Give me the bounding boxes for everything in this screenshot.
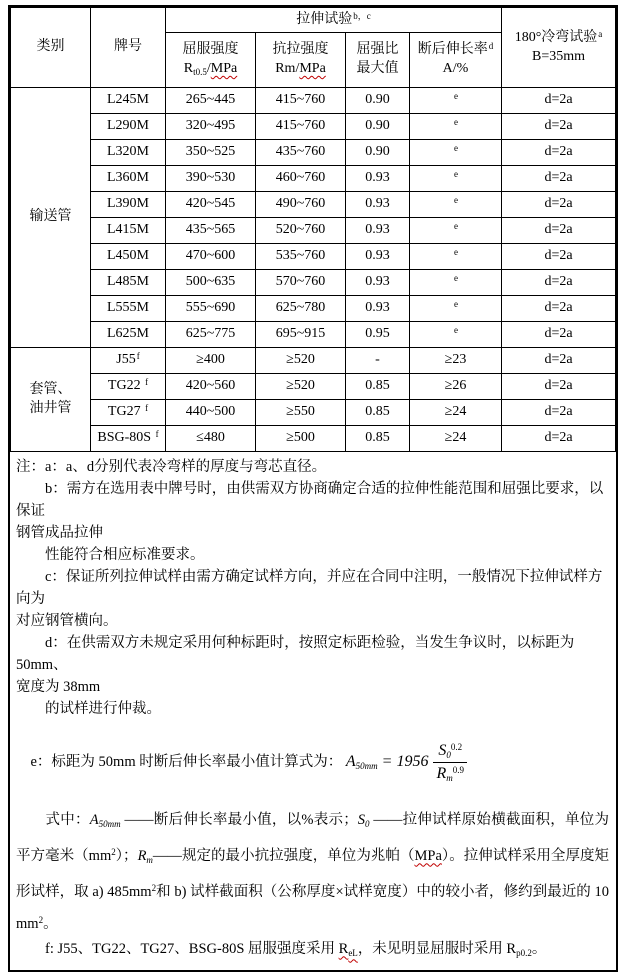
cell-yield-strength: 390~530	[166, 166, 256, 192]
cell-bend-test: d=2a	[502, 88, 616, 114]
cell-bend-test: d=2a	[502, 374, 616, 400]
cell-bend-test: d=2a	[502, 322, 616, 348]
cell-tensile-strength: ≥520	[256, 374, 346, 400]
cell-grade: L360M	[91, 166, 166, 192]
cell-tensile-strength: 625~780	[256, 296, 346, 322]
cell-yield-strength: 435~565	[166, 218, 256, 244]
cell-bend-test: d=2a	[502, 114, 616, 140]
cell-yield-ratio: 0.93	[346, 296, 410, 322]
cell-yield-ratio: 0.93	[346, 166, 410, 192]
cell-tensile-strength: ≥550	[256, 400, 346, 426]
table-row	[11, 296, 616, 322]
spec-table	[10, 7, 616, 452]
cell-yield-strength: 555~690	[166, 296, 256, 322]
cell-grade: L450M	[91, 244, 166, 270]
col-header-tensile-strength	[256, 33, 346, 88]
yield-ratio-label-line1: 屈强比	[356, 42, 399, 58]
cell-yield-strength: 500~635	[166, 270, 256, 296]
cell-tensile-strength: 460~760	[256, 166, 346, 192]
cell-grade: L320M	[91, 140, 166, 166]
tensile-test-label: 拉伸试验	[296, 11, 353, 27]
cell-grade: L625M	[91, 322, 166, 348]
cell-yield-strength: 625~775	[166, 322, 256, 348]
cell-tensile-strength: 490~760	[256, 192, 346, 218]
yield-mpa-unit: MPa	[210, 61, 238, 76]
cell-grade: TG27 $^f$	[91, 400, 166, 426]
bend-test-condition: B=35mm	[531, 48, 585, 64]
cell-elongation: e	[410, 218, 502, 244]
cell-elongation: e	[410, 88, 502, 114]
note-b: b：需方在选用表中牌号时，由供需双方协商确定合适的拉伸性能范围和屈强比要求，以保证	[16, 481, 604, 519]
cell-bend-test: d=2a	[502, 166, 616, 192]
cell-yield-strength: 320~495	[166, 114, 256, 140]
cell-yield-strength: ≤480	[166, 426, 256, 452]
cell-yield-strength: 420~560	[166, 374, 256, 400]
cell-bend-test: d=2a	[502, 296, 616, 322]
cell-elongation: ≥26	[410, 374, 502, 400]
note-e-formula: e：标距为 50mm 时断后伸长率最小值计算式为： $A_{50mm} = 1956$ $\frac{S_0^{0.2}}{R_m^{0.9}}$	[16, 736, 609, 790]
cell-grade: BSG-80S $^f$	[91, 426, 166, 452]
cell-elongation: e	[410, 244, 502, 270]
col-header-yield-strength	[166, 33, 256, 88]
cell-yield-strength: 470~600	[166, 244, 256, 270]
cell-grade: L415M	[91, 218, 166, 244]
table-body	[11, 88, 616, 452]
tensile-test-footnote-sup: b，c	[353, 10, 371, 21]
cell-elongation: e	[410, 166, 502, 192]
note-a: 注：a：a、d分别代表冷弯样的厚度与弯芯直径。	[16, 459, 327, 475]
cell-yield-ratio: 0.93	[346, 192, 410, 218]
table-row	[11, 166, 616, 192]
cell-elongation: e	[410, 114, 502, 140]
header-row-1	[11, 8, 616, 33]
note-d-cont2: 的试样进行仲裁。	[16, 701, 161, 717]
cell-tensile-strength: 570~760	[256, 270, 346, 296]
cell-elongation: e	[410, 296, 502, 322]
cell-yield-ratio: 0.85	[346, 400, 410, 426]
cell-yield-ratio: 0.93	[346, 218, 410, 244]
cell-grade: TG22 $^f$	[91, 374, 166, 400]
cell-yield-strength: ≥400	[166, 348, 256, 374]
cell-grade: L290M	[91, 114, 166, 140]
elongation-footnote-sup: d	[488, 41, 494, 52]
cell-grade: L390M	[91, 192, 166, 218]
table-row	[11, 374, 616, 400]
yield-ratio-label-line2: 最大值	[356, 61, 399, 76]
cell-grade: L485M	[91, 270, 166, 296]
tensile-strength-symbol: Rm/MPa	[275, 61, 326, 76]
cell-bend-test: d=2a	[502, 140, 616, 166]
note-formula-legend: 式中：$A_{50mm}$ ——断后伸长率最小值，以%表示；$S_0$ ——拉伸试样原始横截面积，单位为平方毫米$(mm^2)$；$R_m——$规定的最小抗拉强度，单位为兆帕（MPa）。拉伸试样采用全厚度矩形试样，取 a) $485mm^2$和 b) 试样截面积（公称厚度×试样宽度）中的较小者，修约到最近的 10 $mm^2$。	[16, 811, 610, 932]
cell-bend-test: d=2a	[502, 218, 616, 244]
cell-bend-test: d=2a	[502, 348, 616, 374]
cell-yield-ratio: 0.85	[346, 374, 410, 400]
cell-elongation: e	[410, 270, 502, 296]
cell-elongation: ≥23	[410, 348, 502, 374]
bend-test-label: 180°冷弯试验	[514, 29, 598, 45]
note-gap	[16, 790, 609, 806]
note-d-cont1: 宽度为 38mm	[16, 679, 101, 695]
cell-tensile-strength: ≥500	[256, 426, 346, 452]
col-header-elongation	[410, 33, 502, 88]
cell-tensile-strength: 415~760	[256, 88, 346, 114]
table-row	[11, 322, 616, 348]
col-header-tensile-test	[166, 8, 502, 33]
table-row	[11, 192, 616, 218]
note-b-cont2: 性能符合相应标准要求。	[16, 547, 205, 563]
cell-elongation: e	[410, 192, 502, 218]
notes	[10, 452, 616, 970]
table-row	[11, 88, 616, 114]
cell-bend-test: d=2a	[502, 426, 616, 452]
col-header-yield-ratio	[346, 33, 410, 88]
table-row	[11, 114, 616, 140]
cell-bend-test: d=2a	[502, 270, 616, 296]
tensile-strength-label: 抗拉强度	[272, 42, 329, 58]
cell-bend-test: d=2a	[502, 192, 616, 218]
cell-yield-ratio: 0.95	[346, 322, 410, 348]
cell-elongation: e	[410, 322, 502, 348]
cell-tensile-strength: 415~760	[256, 114, 346, 140]
cell-yield-ratio: 0.90	[346, 114, 410, 140]
cell-tensile-strength: 435~760	[256, 140, 346, 166]
note-d: d：在供需双方未规定采用何种标距时，按照定标距检验，当发生争议时，以标距为 50mm、	[16, 635, 575, 673]
cell-bend-test: d=2a	[502, 400, 616, 426]
spec-document-sheet	[8, 5, 618, 972]
cell-tensile-strength: 695~915	[256, 322, 346, 348]
table-row	[11, 244, 616, 270]
cell-tensile-strength: 535~760	[256, 244, 346, 270]
cell-grade: J55$^f$	[91, 348, 166, 374]
tensile-mpa-unit: MPa	[299, 61, 326, 76]
cell-elongation: e	[410, 140, 502, 166]
col-header-category: 类别	[11, 8, 91, 88]
cell-grade: L245M	[91, 88, 166, 114]
cell-category: 套管、 油井管	[11, 348, 91, 452]
table-row	[11, 400, 616, 426]
cell-category: 输送管	[11, 88, 91, 348]
note-c: c：保证所列拉伸试样由需方确定试样方向，并应在合同中注明，一般情况下拉伸试样方向为	[16, 569, 603, 607]
table-row	[11, 140, 616, 166]
cell-yield-ratio: 0.90	[346, 88, 410, 114]
cell-yield-ratio: -	[346, 348, 410, 374]
cell-yield-strength: 440~500	[166, 400, 256, 426]
col-header-grade: 牌号	[91, 8, 166, 88]
cell-yield-strength: 420~545	[166, 192, 256, 218]
cell-elongation: ≥24	[410, 400, 502, 426]
col-header-bend-test	[502, 8, 616, 88]
table-row	[11, 426, 616, 452]
bend-test-footnote-sup: a	[598, 28, 603, 39]
table-row	[11, 348, 616, 374]
cell-yield-strength: 265~445	[166, 88, 256, 114]
formula-fraction: $\frac{S_0^{0.2}}{R_m^{0.9}}$	[433, 741, 467, 785]
cell-bend-test: d=2a	[502, 244, 616, 270]
elongation-unit: A/%	[442, 61, 469, 76]
cell-tensile-strength: ≥520	[256, 348, 346, 374]
elongation-label: 断后伸长率	[417, 42, 488, 58]
cell-yield-ratio: 0.90	[346, 140, 410, 166]
note-c-cont: 对应钢管横向。	[16, 613, 118, 629]
cell-yield-ratio: 0.85	[346, 426, 410, 452]
cell-yield-ratio: 0.93	[346, 244, 410, 270]
note-b-cont1: 钢管成品拉伸	[16, 525, 103, 541]
cell-grade: L555M	[91, 296, 166, 322]
cell-elongation: ≥24	[410, 426, 502, 452]
note-gap	[16, 720, 609, 736]
cell-yield-ratio: 0.93	[346, 270, 410, 296]
yield-strength-label: 屈服强度	[182, 42, 239, 58]
cell-tensile-strength: 520~760	[256, 218, 346, 244]
yield-strength-symbol: $R_{t0.5}$/MPa	[183, 61, 238, 77]
note-f: f: J55、TG22、TG27、BSG-80S 屈服强度采用 $R_{eL}$，未见明显屈服时采用 $R_{p0.2}$。	[16, 940, 547, 958]
cell-yield-strength: 350~525	[166, 140, 256, 166]
table-row	[11, 218, 616, 244]
table-row	[11, 270, 616, 296]
